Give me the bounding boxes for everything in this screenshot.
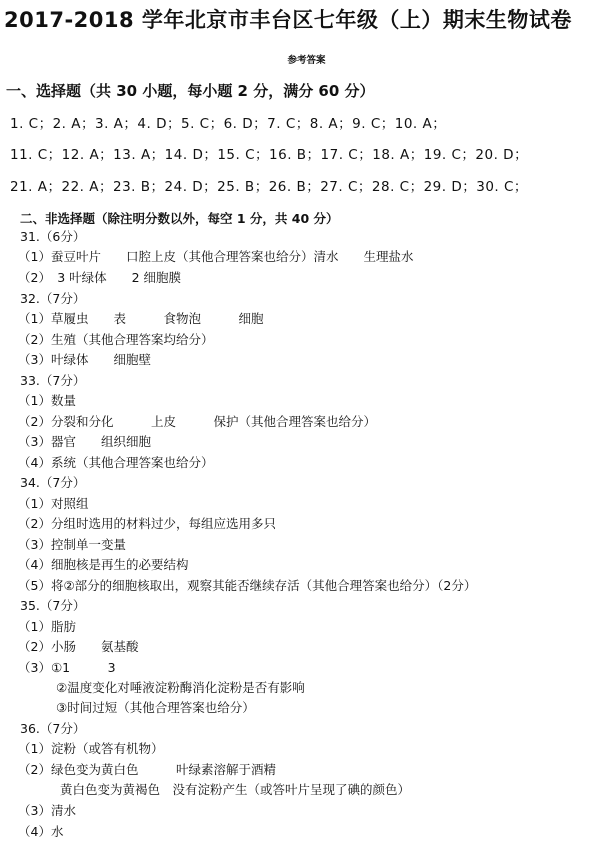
q33-heading: 33.（7分）: [20, 373, 86, 388]
answer-line: （3）叶绿体 细胞壁: [18, 352, 151, 367]
answer-line: （5）将②部分的细胞核取出，观察其能否继续存活（其他合理答案也给分）（2分）: [18, 578, 477, 593]
q31-heading: 31.（6分）: [20, 229, 86, 244]
mc-answer-row-2: 11. C；12. A；13. A；14. D；15. C；16. B；17. C；18. A；19. C；20. D；: [10, 147, 529, 163]
answer-line: （2）小肠 氨基酸: [18, 639, 139, 654]
answer-line: （1）对照组: [18, 496, 89, 511]
answer-line: （2）分裂和分化 上皮 保护（其他合理答案也给分）: [18, 414, 376, 429]
answer-subtitle: 参考答案: [287, 55, 326, 66]
answer-line: （2） 3 叶绿体 2 细胞膜: [18, 270, 182, 285]
answer-line: （4）系统（其他合理答案也给分）: [18, 455, 214, 470]
answer-line: （2）生殖（其他合理答案均给分）: [18, 332, 214, 347]
answer-line: （3）控制单一变量: [18, 537, 126, 552]
answer-line: （3）清水: [18, 803, 76, 818]
mc-answer-row-3: 21. A；22. A；23. B；24. D；25. B；26. B；27. C；28. C；29. D；30. C；: [10, 179, 528, 195]
answer-line: ②温度变化对唾液淀粉酶消化淀粉是否有影响: [56, 680, 305, 695]
page-title: 2017-2018 学年北京市丰台区七年级（上）期末生物试卷: [4, 8, 572, 32]
answer-line: （1）草履虫 表 食物泡 细胞: [18, 311, 264, 326]
q32-heading: 32.（7分）: [20, 291, 86, 306]
section-2-heading: 二、非选择题（除注明分数以外，每空 1 分，共 40 分）: [20, 211, 339, 226]
answer-line: （2）分组时选用的材料过少，每组应选用多只: [18, 516, 276, 531]
answer-line: （3）①1 3: [18, 660, 116, 675]
answer-line: ③时间过短（其他合理答案也给分）: [56, 700, 255, 715]
answer-line: （1）蚕豆叶片 口腔上皮（其他合理答案也给分）清水 生理盐水: [18, 249, 414, 264]
section-1-heading: 一、选择题（共 30 小题，每小题 2 分，满分 60 分）: [6, 82, 375, 100]
answer-line: （1）脂肪: [18, 619, 76, 634]
answer-line: 黄白色变为黄褐色 没有淀粉产生（或答叶片呈现了碘的颜色）: [60, 782, 411, 797]
answer-line: （4）水: [18, 824, 64, 839]
answer-line: （2）绿色变为黄白色 叶绿素溶解于酒精: [18, 762, 276, 777]
q34-heading: 34.（7分）: [20, 475, 86, 490]
answer-line: （1）淀粉（或答有机物）: [18, 741, 164, 756]
answer-line: （1）数量: [18, 393, 76, 408]
mc-answer-row-1: 1. C；2. A；3. A；4. D；5. C；6. D；7. C；8. A；9. C；10. A；: [10, 116, 447, 132]
answer-line: （3）器官 组织细胞: [18, 434, 151, 449]
q35-heading: 35.（7分）: [20, 598, 86, 613]
q36-heading: 36.（7分）: [20, 721, 86, 736]
answer-line: （4）细胞核是再生的必要结构: [18, 557, 189, 572]
